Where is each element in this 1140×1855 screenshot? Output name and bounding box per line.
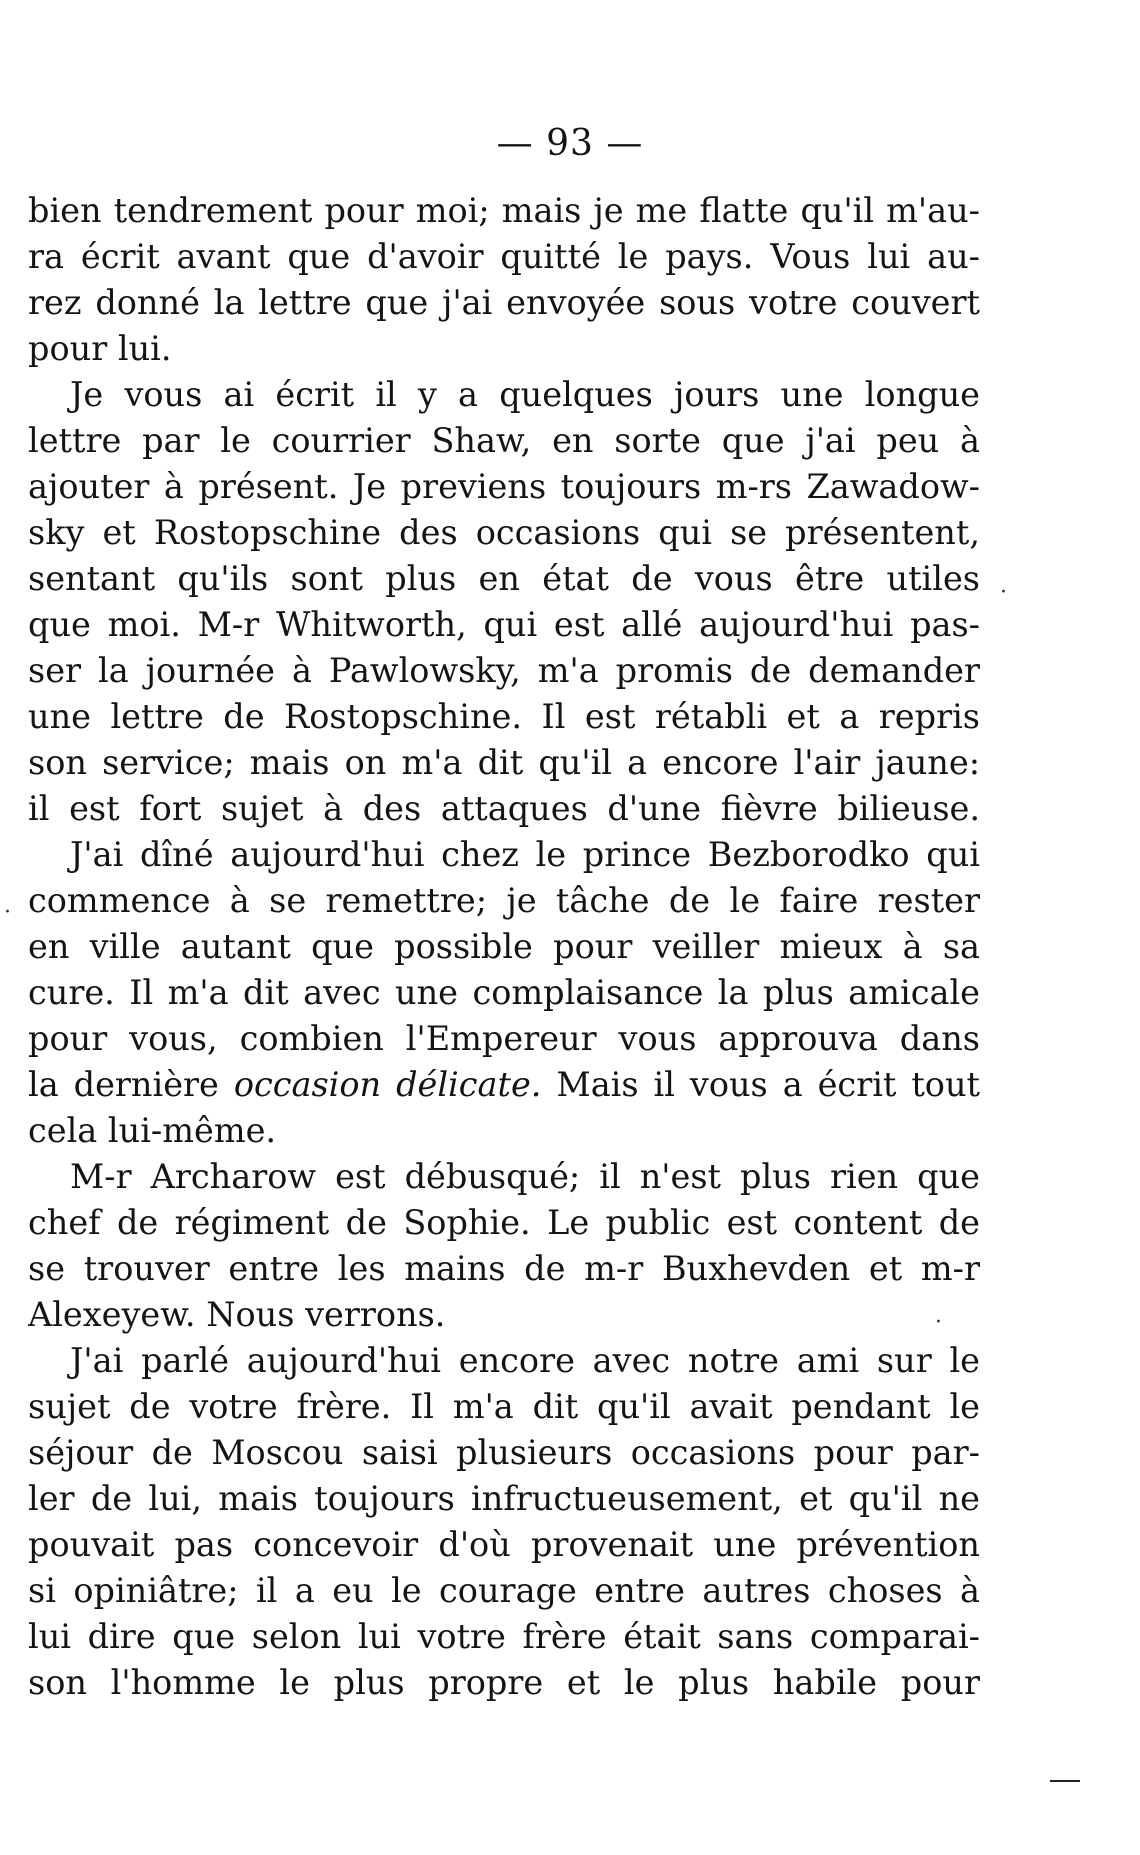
text-line: que moi. M-r Whitworth, qui est allé aujourd'hui pas- xyxy=(28,605,980,644)
text-line: ser la journée à Pawlowsky, m'a promis de demander xyxy=(28,651,980,690)
text-line: M-r Archarow est débusqué; il n'est plus rien que xyxy=(70,1157,980,1196)
text-line: en ville autant que possible pour veiller mieux à sa xyxy=(28,927,980,966)
text-line: Je vous ai écrit il y a quelques jours une longue xyxy=(70,375,980,414)
footer-dash xyxy=(1050,1780,1080,1782)
text-span: la dernière xyxy=(28,1065,234,1104)
scan-speck: · xyxy=(1000,580,1007,605)
text-line: Alexeyew. Nous verrons. xyxy=(28,1295,446,1334)
text-line: sentant qu'ils sont plus en état de vous être utiles xyxy=(28,559,980,598)
text-line: cela lui-même. xyxy=(28,1111,277,1150)
text-line: si opiniâtre; il a eu le courage entre autres choses à xyxy=(28,1571,980,1610)
text-line-mixed xyxy=(28,1062,980,1108)
text-line: rez donné la lettre que j'ai envoyée sous votre couvert xyxy=(28,283,980,322)
text-line: cure. Il m'a dit avec une complaisance la plus amicale xyxy=(28,973,980,1012)
text-line: ler de lui, mais toujours infructueusement, et qu'il ne xyxy=(28,1479,980,1518)
text-line: J'ai dîné aujourd'hui chez le prince Bezborodko qui xyxy=(70,835,980,874)
italic-phrase: occasion délicate. xyxy=(233,1065,542,1104)
page-number: — 93 — xyxy=(496,123,644,164)
text-line: bien tendrement pour moi; mais je me flatte qu'il m'au- xyxy=(28,191,980,230)
text-line: pouvait pas concevoir d'où provenait une prévention xyxy=(28,1525,980,1564)
text-span: Mais il vous a écrit tout xyxy=(541,1065,980,1104)
text-line: une lettre de Rostopschine. Il est rétabli et a repris xyxy=(28,697,980,736)
text-line: son service; mais on m'a dit qu'il a encore l'air jaune: xyxy=(28,743,980,782)
text-line: il est fort sujet à des attaques d'une fièvre bilieuse. xyxy=(28,789,980,828)
text-line: chef de régiment de Sophie. Le public est content de xyxy=(28,1203,980,1242)
body-text xyxy=(28,188,980,1706)
text-line: pour vous, combien l'Empereur vous approuva dans xyxy=(28,1019,980,1058)
text-line: J'ai parlé aujourd'hui encore avec notre ami sur le xyxy=(70,1341,980,1380)
text-line: pour lui. xyxy=(28,329,172,368)
scan-speck: · xyxy=(4,900,11,925)
text-line: commence à se remettre; je tâche de le faire rester xyxy=(28,881,980,920)
text-line: sujet de votre frère. Il m'a dit qu'il avait pendant le xyxy=(28,1387,980,1426)
text-line: lettre par le courrier Shaw, en sorte que j'ai peu à xyxy=(28,421,980,460)
text-line: lui dire que selon lui votre frère était sans comparai- xyxy=(28,1617,980,1656)
text-line: sky et Rostopschine des occasions qui se présentent, xyxy=(28,513,980,552)
text-line: son l'homme le plus propre et le plus habile pour xyxy=(28,1663,980,1702)
text-line: se trouver entre les mains de m-r Buxhevden et m-r xyxy=(28,1249,980,1288)
text-line: séjour de Moscou saisi plusieurs occasions pour par- xyxy=(28,1433,980,1472)
text-line: ra écrit avant que d'avoir quitté le pays. Vous lui au- xyxy=(28,237,980,276)
scan-speck: · xyxy=(935,1310,942,1335)
text-line: ajouter à présent. Je previens toujours m-rs Zawadow- xyxy=(28,467,980,506)
